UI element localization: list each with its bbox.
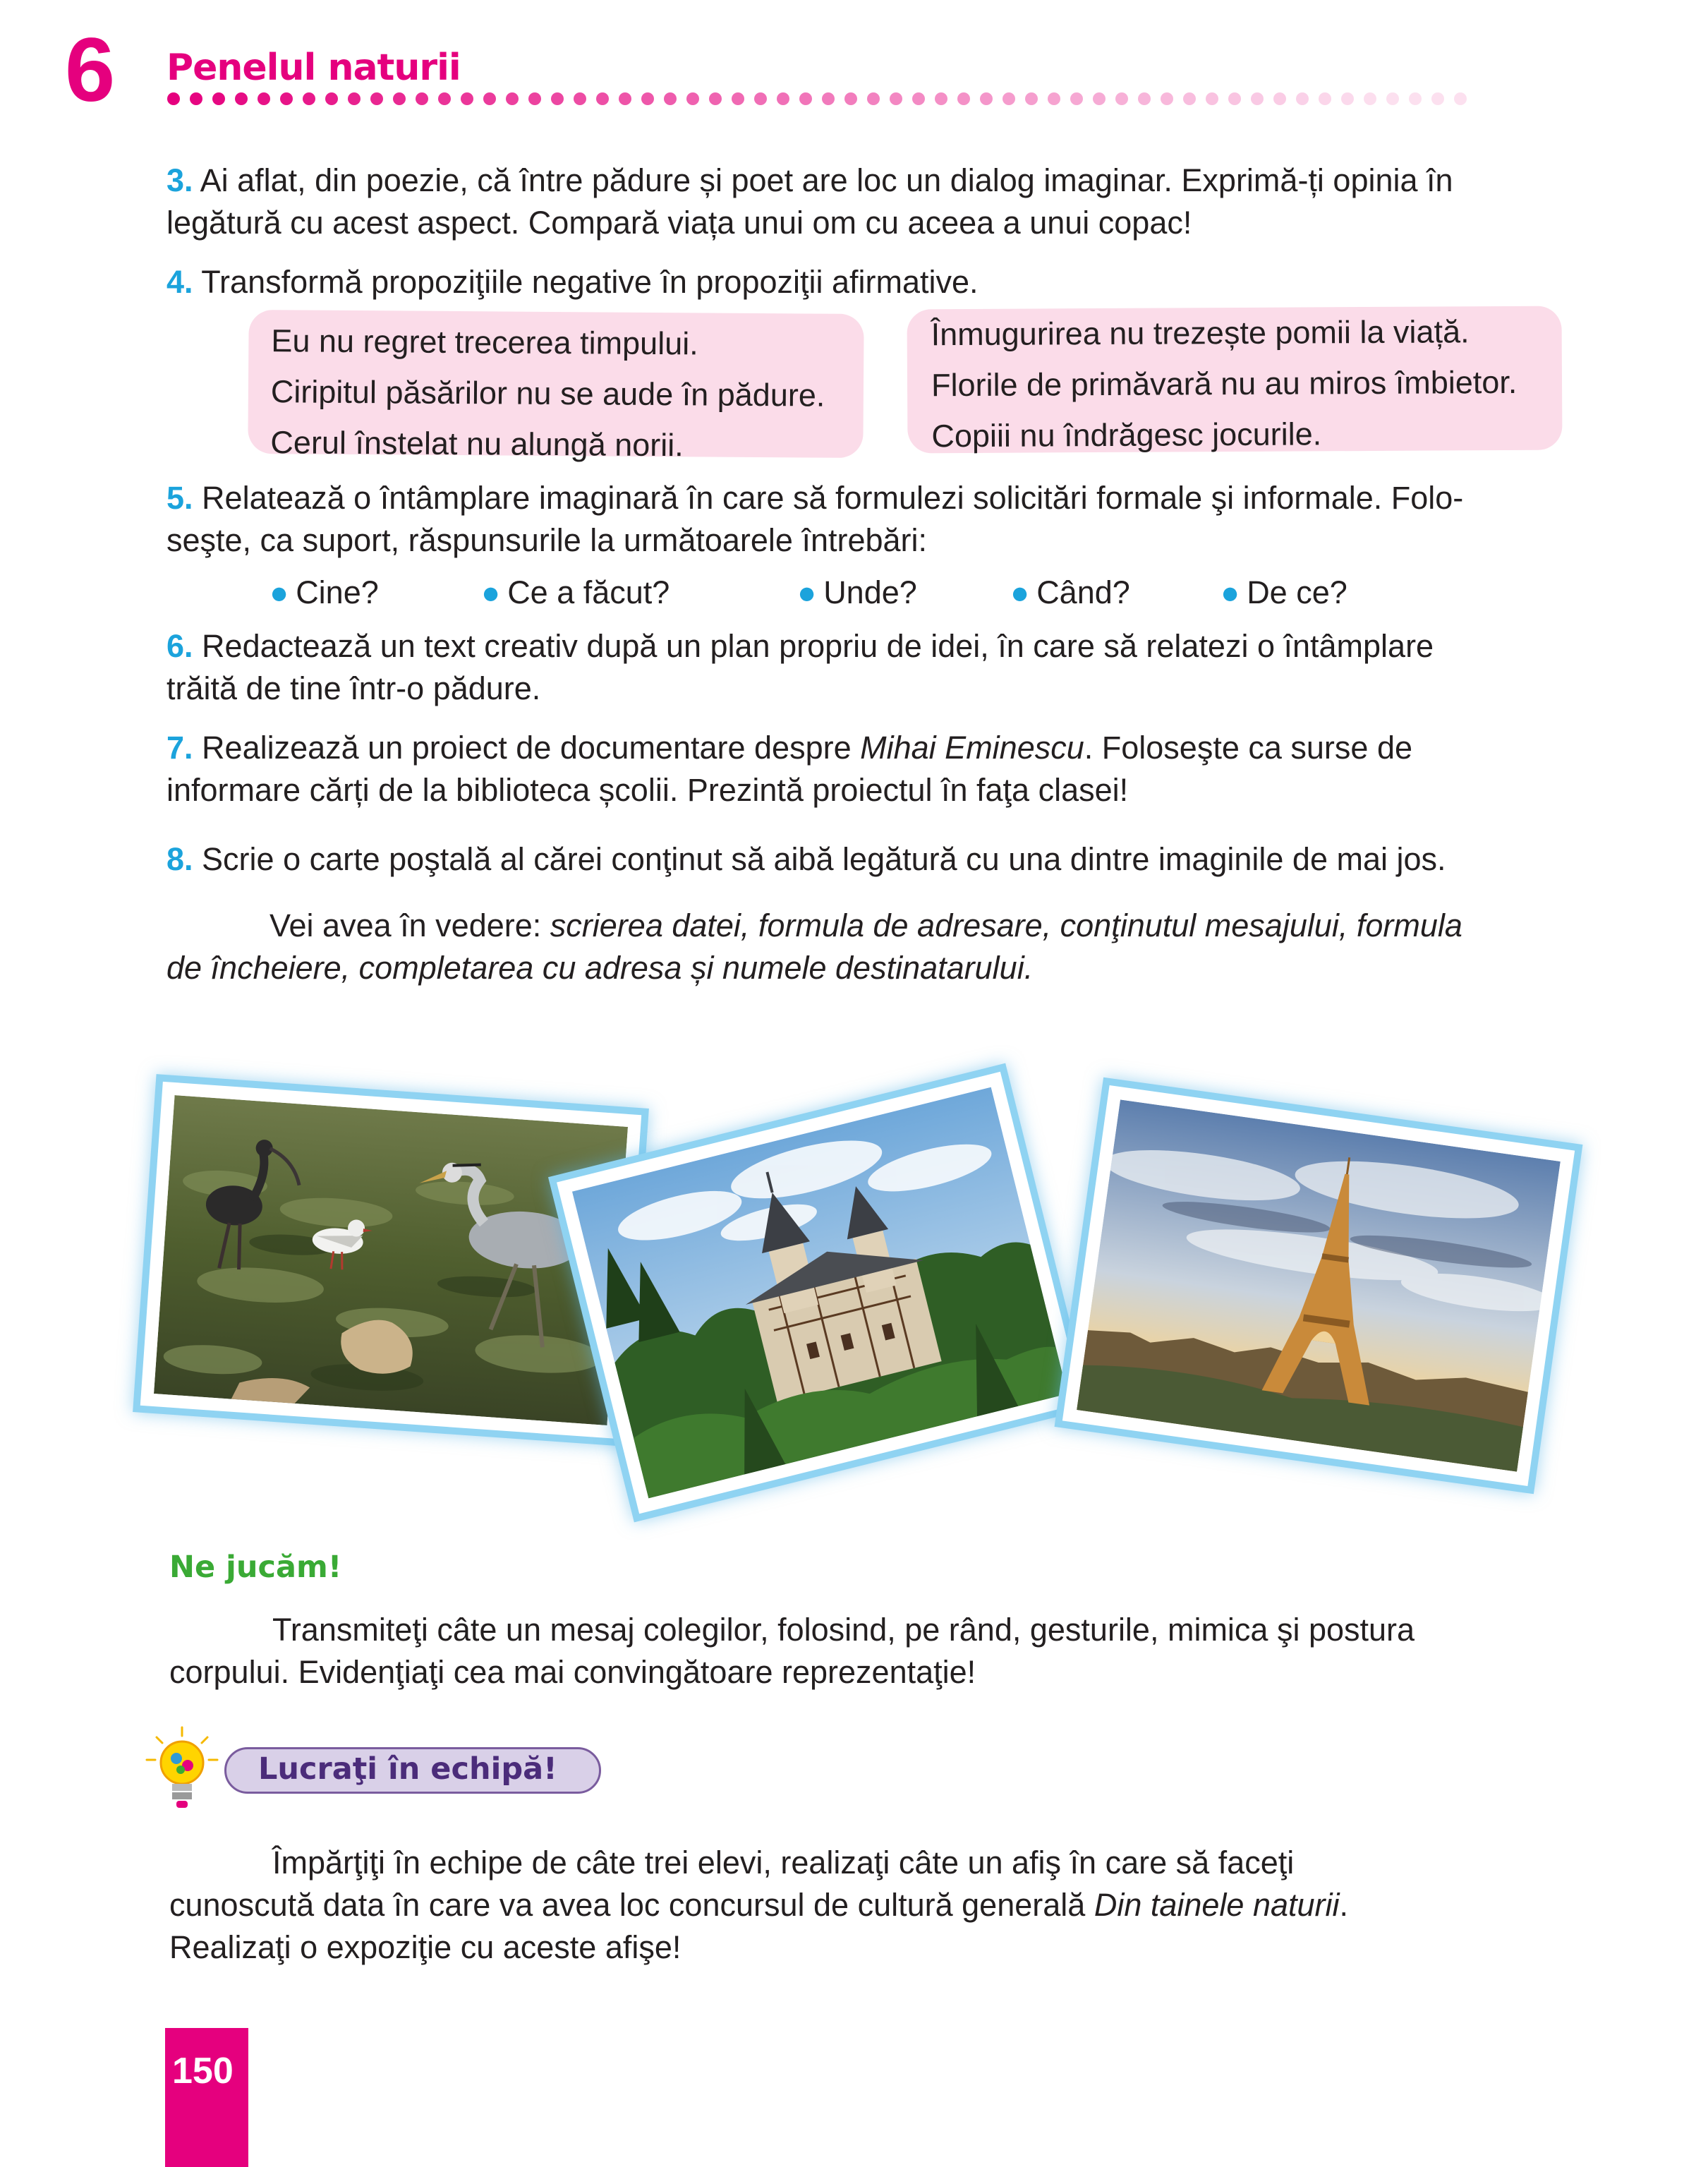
rule-dot bbox=[596, 92, 609, 105]
task-6 bbox=[166, 625, 1538, 710]
question-3: ● Unde? bbox=[797, 574, 917, 610]
sentences-box-left bbox=[248, 310, 864, 464]
rule-dot bbox=[1454, 92, 1467, 105]
rule-dot bbox=[1251, 92, 1264, 105]
task-4-number: 4. bbox=[166, 264, 193, 300]
rule-dot bbox=[167, 92, 180, 105]
question-1: ● Cine? bbox=[269, 574, 379, 610]
rule-dot bbox=[641, 92, 654, 105]
sentence-left-3: Cerul înstelat nu alungă norii. bbox=[270, 424, 684, 464]
rule-dot bbox=[1161, 92, 1173, 105]
rule-dot bbox=[528, 92, 541, 105]
rule-dot bbox=[1409, 92, 1422, 105]
rule-dot bbox=[1319, 92, 1331, 105]
rule-dot bbox=[980, 92, 993, 105]
rule-dot bbox=[551, 92, 564, 105]
rule-dot bbox=[258, 92, 270, 105]
page-number: 150 bbox=[172, 2051, 234, 2091]
sentence-left-1: Eu nu regret trecerea timpului. bbox=[271, 322, 698, 362]
rule-dot bbox=[664, 92, 677, 105]
rule-dot bbox=[777, 92, 789, 105]
game-text bbox=[169, 1609, 1541, 1694]
bullet-dot-icon: ● bbox=[481, 574, 501, 610]
task-3-line-2: legătură cu acest aspect. Compară viața unui om cu aceea a unui copac! bbox=[166, 205, 1192, 241]
rule-dot bbox=[619, 92, 631, 105]
rule-dot bbox=[1093, 92, 1106, 105]
rule-dot bbox=[461, 92, 473, 105]
rule-dot bbox=[280, 92, 293, 105]
rule-dot bbox=[438, 92, 451, 105]
sentence-right-1: Înmugurirea nu trezește pomii la viață. bbox=[931, 313, 1470, 353]
team-line-2a: cunoscută data în care va avea loc concursul de cultură generală bbox=[169, 1887, 1086, 1923]
rule-dot bbox=[1341, 92, 1354, 105]
bullet-dot-icon: ● bbox=[1221, 574, 1240, 610]
rule-dot bbox=[393, 92, 406, 105]
team-text bbox=[169, 1842, 1541, 1969]
rule-dot bbox=[1386, 92, 1399, 105]
game-line-2: corpului. Evidenţiaţi cea mai convingătoare reprezentaţie! bbox=[169, 1654, 976, 1690]
rule-dot bbox=[867, 92, 880, 105]
bullet-dot-icon: ● bbox=[269, 574, 289, 610]
rule-dot bbox=[1206, 92, 1218, 105]
question-2: ● Ce a făcut? bbox=[481, 574, 670, 610]
task-5-line-1: Relatează o întâmplare imaginară în care să formulezi solicitări formale şi informale. Folo- bbox=[202, 480, 1464, 516]
task-5-line-2: seşte, ca suport, răspunsurile la următoarele întrebări: bbox=[166, 522, 928, 558]
task-7 bbox=[166, 727, 1538, 811]
rule-dot bbox=[370, 92, 383, 105]
task-3 bbox=[166, 159, 1538, 244]
rule-dot bbox=[935, 92, 947, 105]
rule-dot bbox=[190, 92, 202, 105]
task-8 bbox=[166, 838, 1538, 881]
task-3-number: 3. bbox=[166, 162, 193, 198]
task-8-note bbox=[166, 905, 1538, 989]
task-7-number: 7. bbox=[166, 730, 193, 766]
chapter-title: Penelul naturii bbox=[166, 47, 461, 89]
rule-dot bbox=[1138, 92, 1151, 105]
rule-dot bbox=[844, 92, 857, 105]
task-6-line-2: trăită de tine într-o pădure. bbox=[166, 670, 541, 706]
rule-dot bbox=[1003, 92, 1015, 105]
rule-dot bbox=[1431, 92, 1444, 105]
task-5 bbox=[166, 477, 1538, 562]
task-8-number: 8. bbox=[166, 841, 193, 877]
dotted-rule bbox=[166, 90, 1472, 107]
game-title: Ne jucăm! bbox=[169, 1550, 342, 1585]
rule-dot bbox=[799, 92, 812, 105]
rule-dot bbox=[235, 92, 248, 105]
game-line-1: Transmiteţi câte un mesaj colegilor, folosind, pe rând, gesturile, mimica şi postura bbox=[272, 1612, 1415, 1648]
team-contest-name: Din tainele naturii bbox=[1094, 1887, 1340, 1923]
rule-dot bbox=[1364, 92, 1376, 105]
task-5-number: 5. bbox=[166, 480, 193, 516]
task-7-line-2: informare cărți de la biblioteca școlii. Prezintă proiectul în faţa clasei! bbox=[166, 772, 1129, 808]
task-8-note-italic-1: scrierea datei, formula de adresare, conţinutul mesajului, formula bbox=[550, 907, 1462, 943]
task-6-number: 6. bbox=[166, 628, 193, 664]
team-label: Lucraţi în echipă! bbox=[258, 1751, 557, 1787]
rule-dot bbox=[890, 92, 902, 105]
task-4-text: Transformă propoziţiile negative în propoziţii afirmative. bbox=[201, 264, 979, 300]
task-8-note-italic-2: de încheiere, completarea cu adresa și numele destinatarului. bbox=[166, 950, 1034, 986]
task-7-line-1b: . Foloseşte ca surse de bbox=[1084, 730, 1412, 766]
castle-image bbox=[572, 1087, 1067, 1499]
task-7-line-1a: Realizează un proiect de documentare despre bbox=[202, 730, 852, 766]
rule-dot bbox=[686, 92, 699, 105]
task-8-note-intro: Vei avea în vedere: bbox=[269, 907, 542, 943]
chapter-number: 6 bbox=[65, 20, 116, 121]
rule-dot bbox=[709, 92, 722, 105]
sentences-box-right bbox=[907, 306, 1562, 454]
rule-dot bbox=[325, 92, 338, 105]
rule-dot bbox=[574, 92, 586, 105]
question-4: ● Când? bbox=[1010, 574, 1130, 610]
team-line-1: Împărţiţi în echipe de câte trei elevi, realizaţi câte un afiş în care să faceţi bbox=[272, 1845, 1295, 1881]
rule-dot bbox=[754, 92, 767, 105]
rule-dot bbox=[1228, 92, 1241, 105]
task-4 bbox=[166, 261, 1538, 303]
rule-dot bbox=[416, 92, 428, 105]
photo-birds bbox=[140, 1082, 641, 1439]
rule-dot bbox=[732, 92, 744, 105]
photo-eiffel bbox=[1062, 1085, 1575, 1486]
rule-dot bbox=[957, 92, 970, 105]
task-3-line-1: Ai aflat, din poezie, că între pădure și poet are loc un dialog imaginar. Exprimă-ți opinia în bbox=[200, 162, 1453, 198]
bullet-dot-icon: ● bbox=[797, 574, 817, 610]
birds-image bbox=[154, 1095, 628, 1425]
rule-dot bbox=[303, 92, 315, 105]
sentence-right-3: Copiii nu îndrăgesc jocurile. bbox=[931, 416, 1322, 454]
task-8-text: Scrie o carte poştală al cărei conţinut să aibă legătură cu una dintre imaginile de mai jos. bbox=[202, 841, 1446, 877]
lightbulb-icon bbox=[145, 1726, 219, 1813]
rule-dot bbox=[1296, 92, 1309, 105]
rule-dot bbox=[483, 92, 496, 105]
rule-dot bbox=[1183, 92, 1196, 105]
sentence-left-2: Ciripitul păsărilor nu se aude în pădure. bbox=[270, 373, 825, 414]
rule-dot bbox=[348, 92, 361, 105]
task-6-line-1: Redactează un text creativ după un plan propriu de idei, în care să relatezi o întâmplare bbox=[202, 628, 1434, 664]
rule-dot bbox=[506, 92, 519, 105]
rule-dot bbox=[1048, 92, 1060, 105]
rule-dot bbox=[822, 92, 835, 105]
rule-dot bbox=[212, 92, 225, 105]
rule-dot bbox=[1025, 92, 1038, 105]
team-line-3: Realizaţi o expoziţie cu aceste afişe! bbox=[169, 1929, 682, 1965]
rule-dot bbox=[912, 92, 925, 105]
rule-dot bbox=[1273, 92, 1286, 105]
sentence-right-2: Florile de primăvară nu au miros îmbietor. bbox=[931, 363, 1518, 404]
task-7-author: Mihai Eminescu bbox=[860, 730, 1084, 766]
team-line-2b: . bbox=[1339, 1887, 1349, 1923]
page-number-box bbox=[165, 2028, 248, 2167]
bullet-dot-icon: ● bbox=[1010, 574, 1030, 610]
rule-dot bbox=[1070, 92, 1083, 105]
rule-dot bbox=[1115, 92, 1128, 105]
question-5: ● De ce? bbox=[1221, 574, 1347, 610]
eiffel-image bbox=[1077, 1099, 1561, 1471]
